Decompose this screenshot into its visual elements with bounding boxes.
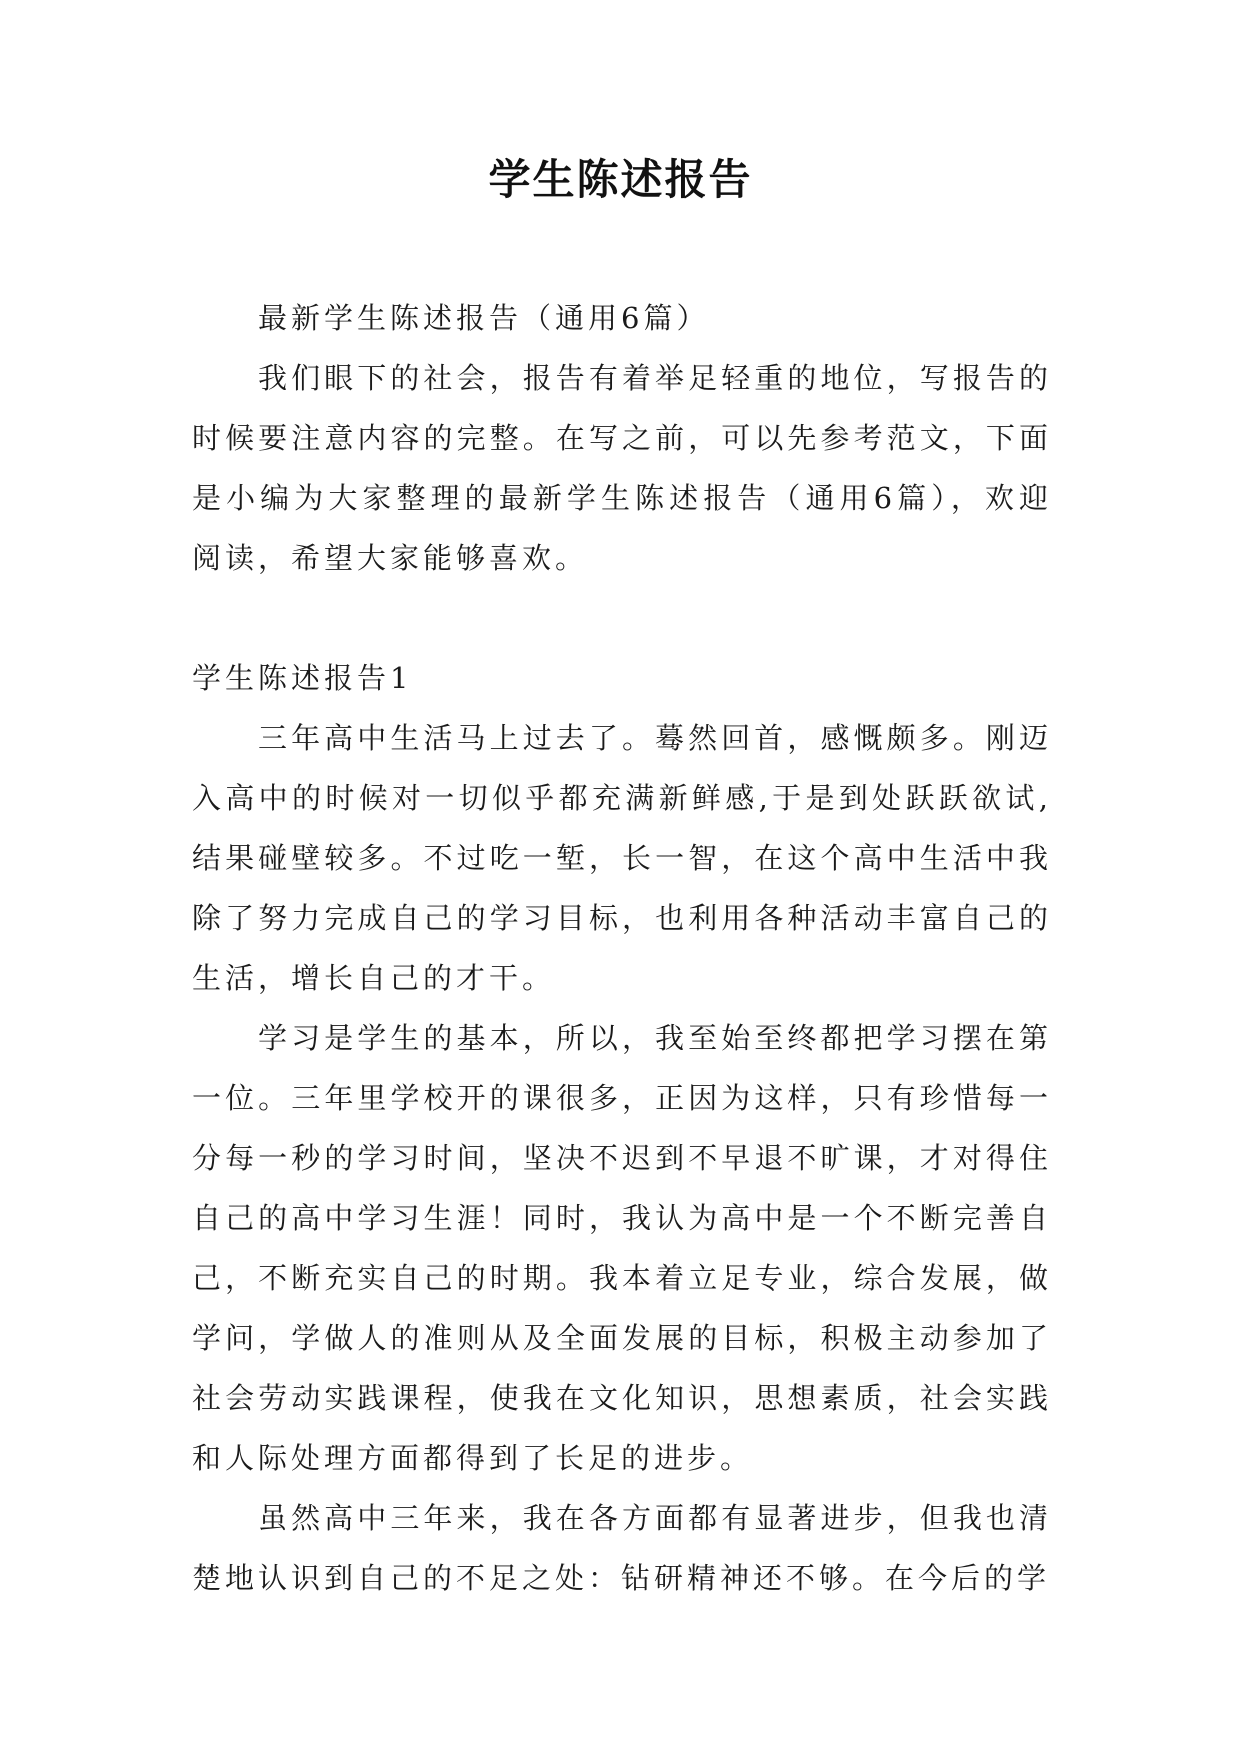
section-paragraph: 三年高中生活马上过去了。蓦然回首，感慨颇多。刚迈入高中的时候对一切似乎都充满新鲜感,于是到处跃跃欲试,结果碰壁较多。不过吃一堑，长一智，在这个高中生活中我除了努力完成自己的学习目标，也利用各种活动丰富自己的生活，增长自己的才干。: [192, 721, 1052, 995]
subtitle-line: 最新学生陈述报告（通用6篇）: [258, 301, 710, 335]
document-body: [192, 288, 1052, 1608]
section-paragraph: 虽然高中三年来，我在各方面都有显著进步，但我也清楚地认识到自己的不足之处：钻研精神还不够。在今后的学: [192, 1501, 1052, 1595]
section-heading: 学生陈述报告1: [192, 661, 413, 695]
section-paragraph: 学习是学生的基本，所以，我至始至终都把学习摆在第一位。三年里学校开的课很多，正因为这样，只有珍惜每一分每一秒的学习时间，坚决不迟到不早退不旷课，才对得住自己的高中学习生涯！同时，我认为高中是一个不断完善自己，不断充实自己的时期。我本着立足专业，综合发展，做学问，学做人的准则从及全面发展的目标，积极主动参加了社会劳动实践课程，使我在文化知识，思想素质，社会实践和人际处理方面都得到了长足的进步。: [192, 1021, 1052, 1475]
intro-paragraph: 我们眼下的社会，报告有着举足轻重的地位，写报告的时候要注意内容的完整。在写之前，可以先参考范文，下面是小编为大家整理的最新学生陈述报告（通用6篇），欢迎阅读，希望大家能够喜欢。: [192, 361, 1052, 575]
document-title: 学生陈述报告: [488, 155, 753, 204]
